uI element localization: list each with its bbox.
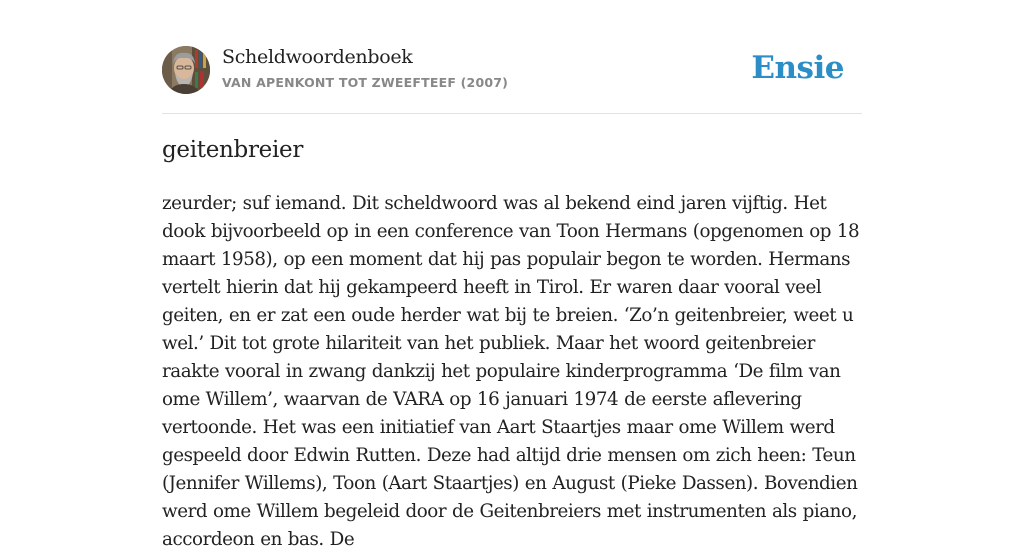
author-photo	[162, 46, 210, 94]
ensie-logo[interactable]: Ensie	[751, 50, 844, 86]
entry-headword: geitenbreier	[162, 137, 304, 163]
author-avatar[interactable]	[162, 46, 210, 94]
source-subtitle: VAN APENKONT TOT ZWEEFTEEF (2007)	[222, 75, 509, 90]
header-divider	[162, 113, 862, 114]
source-title[interactable]: Scheldwoordenboek	[222, 46, 413, 68]
source-header	[162, 46, 862, 96]
entry-definition: zeurder; suf iemand. Dit scheldwoord was al bekend eind jaren vijftig. Het dook bijvoorbeeld op in een conference van Toon Hermans (opgenomen op 18 maart 1958), op een moment dat hij pas populair begon te worden. Hermans vertelt hierin dat hij gekampeerd heeft in Tirol. Er waren daar vooral veel geiten, en er zat een oude herder wat bij te breien. ‘Zo’n geitenbreier, weet u wel.’ Dit tot grote hilariteit van het publiek. Maar het woord geitenbreier raakte vooral in zwang dankzij het populaire kinderprogramma ‘De film van ome Willem’, waarvan de VARA op 16 januari 1974 de eerste aflevering vertoonde. Het was een initiatief van Aart Staartjes maar ome Willem werd gespeeld door Edwin Rutten. Deze had altijd drie mensen om zich heen: Teun (Jennifer Willems), Toon (Aart Staartjes) en August (Pieke Dassen). Bovendien werd ome Willem begeleid door de Geitenbreiers met instrumenten als piano, accordeon en bas. De	[162, 193, 860, 550]
